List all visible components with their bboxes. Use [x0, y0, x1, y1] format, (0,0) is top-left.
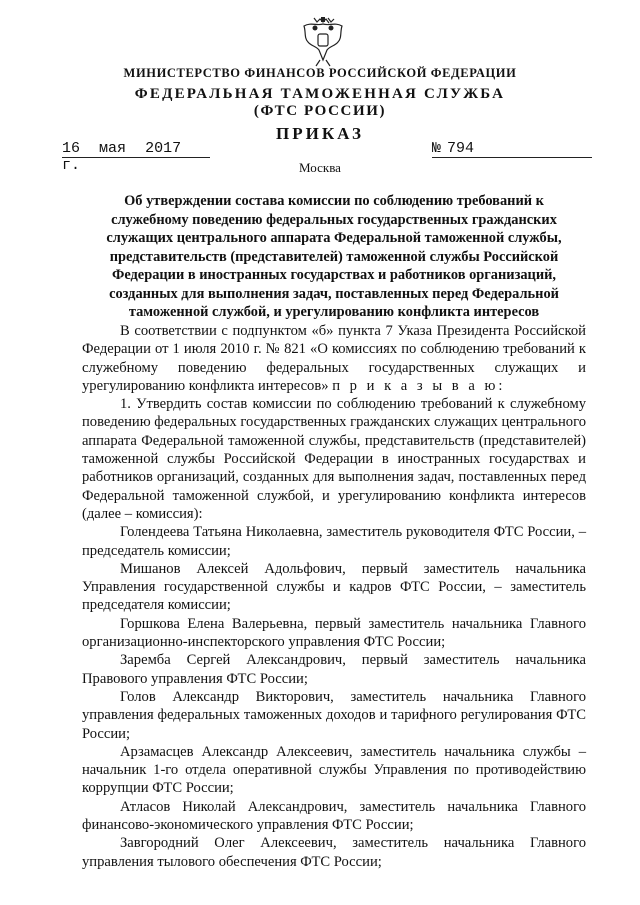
document-type: ПРИКАЗ: [276, 124, 364, 143]
member-entry: Мишанов Алексей Адольфович, первый заместитель начальника Управления государственной службы и кадров ФТС России, – заместитель председателя комиссии;: [82, 560, 586, 614]
service-abbreviation: (ФТС РОССИИ): [253, 103, 387, 119]
order-number: [432, 140, 592, 158]
number-sign: №: [432, 140, 442, 157]
item-1: 1. Утвердить состав комиссии по соблюдению требований к служебному поведению федеральных государственных гражданских служащих центрального аппарата Федеральной таможенной службы, представительств (представителей) таможенной службы Российской Федерации в иностранных государствах и работников организаций, созданных для выполнения задач, поставленных перед Федеральной таможенной службой, и урегулированию конфликта интересов (далее – комиссия):: [82, 396, 586, 522]
order-date: [62, 140, 210, 174]
city: Москва: [299, 160, 341, 175]
order-title: Об утверждении состава комиссии по соблюдению требований к служебному поведению федеральных государственных гражданских служащих центрального аппарата Федеральной таможенной службы, представительств (представителей) таможенной службы Российской Федерации в иностранных государствах и работников организаций, созданных для выполнения задач, поставленных перед Федеральной таможенной службой, и урегулированию конфликта интересов: [106, 193, 562, 320]
service-name: ФЕДЕРАЛЬНАЯ ТАМОЖЕННАЯ СЛУЖБА: [134, 86, 506, 102]
member-entry: Голов Александр Викторович, заместитель начальника Главного управления федеральных таможенных доходов и тарифного регулирования ФТС России;: [82, 688, 586, 742]
number-value: 794: [447, 140, 475, 157]
preamble: [82, 322, 586, 395]
preamble-text: В соответствии с подпунктом «б» пункта 7 Указа Президента Российской Федерации от 1 июля 2010 г. № 821 «О комиссиях по соблюдению требований к служебному поведению федеральных государственных служащих и урегулированию конфликта интересов»: [82, 323, 586, 394]
order-body: [82, 322, 586, 871]
member-entry: Голендеева Татьяна Николаевна, заместитель руководителя ФТС России, – председатель комиссии;: [82, 524, 586, 559]
coat-of-arms-emblem: [298, 14, 348, 70]
member-entry: Горшкова Елена Валерьевна, первый заместитель начальника Главного организационно-инспекторского управления ФТС России;: [82, 615, 586, 651]
date-day: 16: [62, 140, 81, 157]
member-entry: Арзамасцев Александр Алексеевич, заместитель начальника службы – начальник 1-го отдела оперативной службы Управления по противодействию коррупции ФТС России;: [82, 743, 586, 797]
member-entry: Завгородний Олег Алексеевич, заместитель начальника Главного управления тылового обеспечения ФТС России;: [82, 835, 586, 870]
date-year: 2017 г.: [62, 140, 182, 174]
member-entry: Атласов Николай Александрович, заместитель начальника Главного финансово-экономического управления ФТС России;: [82, 798, 586, 834]
preamble-command: п р и к а з ы в а ю:: [332, 377, 506, 394]
member-entry: Заремба Сергей Александрович, первый заместитель начальника Правового управления ФТС России;: [82, 652, 586, 687]
date-month: мая: [99, 140, 127, 157]
ministry-name: МИНИСТЕРСТВО ФИНАНСОВ РОССИЙСКОЙ ФЕДЕРАЦИИ: [123, 66, 517, 80]
